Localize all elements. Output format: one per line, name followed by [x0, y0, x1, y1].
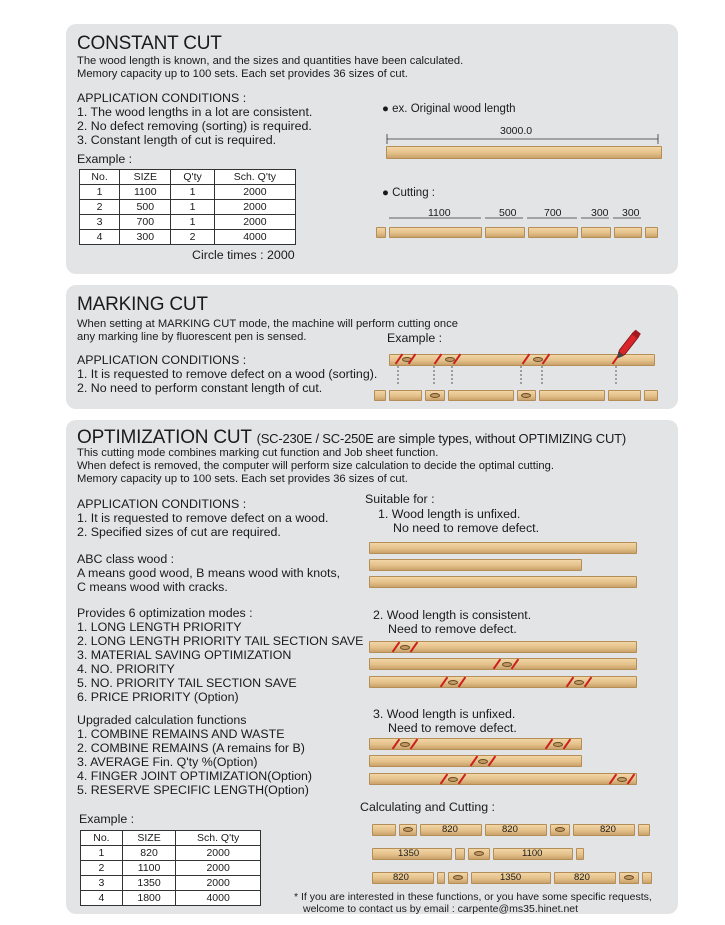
cutting-label: [382, 186, 435, 200]
cut-dimension-lines: [388, 212, 658, 224]
wood-piece: [372, 824, 396, 836]
wood-plank: [369, 576, 637, 588]
original-length-value: 3000.0: [500, 125, 533, 137]
condition-item: 3. Constant length of cut is required.: [77, 133, 277, 147]
piece-size-label: 820: [502, 824, 518, 835]
mode-item: 1. LONG LENGTH PRIORITY: [77, 620, 242, 634]
piece-size-label: 1350: [398, 848, 420, 859]
wood-piece: [644, 390, 658, 401]
table-cell: 2: [81, 861, 123, 876]
piece-size-label: 820: [600, 824, 616, 835]
mode-item: 4. NO. PRIORITY: [77, 662, 175, 676]
table-row: [80, 185, 296, 200]
wood-piece: [437, 872, 445, 884]
defect-knot-icon: [448, 777, 458, 782]
cut-size-label: 1100: [428, 207, 451, 219]
defect-knot-icon: [430, 393, 440, 398]
condition-item: 2. No defect removing (sorting) is required.: [77, 119, 312, 133]
mode-item: 6. PRICE PRIORITY (Option): [77, 690, 239, 704]
defect-knot-icon: [553, 742, 563, 747]
wood-piece: [539, 390, 605, 401]
defect-knot-icon: [521, 393, 531, 398]
wood-piece: [614, 227, 642, 238]
optimization-example-label: Example :: [79, 812, 135, 826]
abc-class-wood: [77, 552, 340, 594]
bullet-icon: ●: [382, 187, 393, 199]
table-cell: 4: [80, 230, 120, 245]
abc-title: ABC class wood :: [77, 552, 175, 566]
piece-size-label: 820: [393, 872, 409, 883]
abc-line: A means good wood, B means wood with knots,: [77, 566, 341, 580]
defect-knot-icon: [400, 645, 410, 650]
table-cell: 3: [81, 876, 123, 891]
table-row: [80, 230, 296, 245]
case-line: Need to remove defect.: [388, 721, 517, 735]
case-line: 3. Wood length is unfixed.: [373, 707, 516, 721]
constant-conditions: [77, 91, 312, 147]
wood-piece: [638, 824, 650, 836]
defect-knot-icon: [448, 680, 458, 685]
footer-line: * If you are interested in these functions, or you have some specific requests,: [294, 891, 652, 903]
cut-size-label: 700: [544, 207, 562, 219]
wood-piece: [448, 390, 514, 401]
optimization-title-text: OPTIMIZATION CUT: [77, 427, 252, 448]
defect-knot-icon: [533, 357, 543, 362]
calculating-cutting-title: Calculating and Cutting :: [360, 800, 496, 814]
original-wood-plank: [386, 146, 662, 159]
table-row: [81, 876, 261, 891]
marking-example-label: Example :: [387, 331, 443, 345]
desc-line: When defect is removed, the computer will perform size calculation to decide the optimal cutting.: [77, 460, 554, 472]
defect-knot-icon: [502, 662, 512, 667]
desc-line: When setting at MARKING CUT mode, the machine will perform cutting once: [77, 318, 458, 330]
table-cell: 1: [171, 200, 214, 215]
table-cell: 3: [80, 215, 120, 230]
upgraded-item: 1. COMBINE REMAINS AND WASTE: [77, 727, 285, 741]
column-header: No.: [80, 170, 120, 185]
suitable-for-title: Suitable for :: [365, 492, 435, 506]
table-cell: 1100: [120, 185, 171, 200]
table-cell: 2000: [214, 200, 295, 215]
footer-note: [294, 891, 652, 915]
modes-title: Provides 6 optimization modes :: [77, 606, 253, 620]
example-label: Example :: [77, 152, 133, 166]
table-cell: 700: [120, 215, 171, 230]
wood-piece: [389, 227, 482, 238]
cut-size-label: 300: [622, 207, 640, 219]
table-cell: 4000: [214, 230, 295, 245]
wood-piece: [455, 848, 465, 860]
wood-piece: [389, 390, 422, 401]
wood-piece: [645, 227, 658, 238]
cut-size-label: 500: [499, 207, 517, 219]
column-header: Q'ty: [171, 170, 214, 185]
suitable-case-1: [378, 507, 539, 535]
original-label-text: ex. Original wood length: [392, 103, 516, 115]
upgraded-item: 3. AVERAGE Fin. Q'ty %(Option): [77, 755, 258, 769]
wood-piece: [608, 390, 641, 401]
condition-item: 1. It is requested to remove defect on a wood.: [77, 511, 329, 525]
table-row: [80, 215, 296, 230]
table-cell: 4000: [176, 891, 261, 906]
table-row: [81, 846, 261, 861]
fluorescent-pen-icon: [612, 328, 648, 358]
defect-knot-icon: [555, 827, 565, 832]
upgraded-item: 5. RESERVE SPECIFIC LENGTH(Option): [77, 783, 309, 797]
table-cell: 2000: [214, 185, 295, 200]
optimization-modes: [77, 606, 363, 704]
constant-cut-table: [79, 169, 296, 245]
upgraded-functions: [77, 713, 312, 797]
defect-knot-icon: [453, 875, 463, 880]
mode-item: 3. MATERIAL SAVING OPTIMIZATION: [77, 648, 292, 662]
defect-knot-icon: [624, 875, 634, 880]
abc-line: C means wood with cracks.: [77, 580, 228, 594]
table-cell: 820: [122, 846, 175, 861]
table-cell: 2000: [176, 846, 261, 861]
condition-item: 1. The wood lengths in a lot are consistent.: [77, 105, 313, 119]
wood-plank: [369, 676, 637, 688]
footer-line: welcome to contact us by email : carpente@ms35.hinet.net: [303, 903, 579, 915]
suitable-case-3: [373, 707, 517, 735]
condition-item: 1. It is requested to remove defect on a wood (sorting).: [77, 367, 378, 381]
optimization-cut-description: [77, 447, 554, 486]
case-line: 1. Wood length is unfixed.: [378, 507, 521, 521]
cut-size-label: 300: [591, 207, 609, 219]
optimization-cut-title: [77, 427, 626, 449]
table-cell: 2: [171, 230, 214, 245]
defect-knot-icon: [478, 759, 488, 764]
case-line: 2. Wood length is consistent.: [373, 608, 532, 622]
optimization-conditions: [77, 497, 328, 539]
table-cell: 500: [120, 200, 171, 215]
table-cell: 4: [81, 891, 123, 906]
defect-knot-icon: [400, 742, 410, 747]
wood-piece: [485, 227, 525, 238]
marking-conditions: [77, 353, 377, 395]
wood-piece: [581, 227, 611, 238]
wood-piece: [374, 390, 386, 401]
condition-item: 2. Specified sizes of cut are required.: [77, 525, 281, 539]
table-cell: 2000: [214, 215, 295, 230]
desc-line: any marking line by fluorescent pen is sensed.: [77, 331, 307, 343]
marking-cut-title: MARKING CUT: [77, 294, 208, 315]
wood-piece: [528, 227, 578, 238]
marking-arrows: [390, 366, 660, 390]
table-cell: 2000: [176, 861, 261, 876]
upgraded-item: 2. COMBINE REMAINS (A remains for B): [77, 741, 305, 755]
table-cell: 2000: [176, 876, 261, 891]
table-row: [81, 891, 261, 906]
table-cell: 1800: [122, 891, 175, 906]
cutting-label-text: Cutting :: [392, 187, 435, 199]
original-wood-label: [382, 102, 516, 116]
constant-cut-description: [77, 55, 463, 81]
table-row: [81, 861, 261, 876]
case-line: Need to remove defect.: [388, 622, 517, 636]
suitable-case-2: [373, 608, 531, 636]
wood-piece: [376, 227, 386, 238]
table-cell: 1: [81, 846, 123, 861]
desc-line: Memory capacity up to 100 sets. Each set provides 36 sizes of cut.: [77, 68, 408, 80]
piece-size-label: 1350: [500, 872, 522, 883]
table-cell: 1: [171, 215, 214, 230]
optimization-table: [80, 830, 261, 906]
conditions-title: APPLICATION CONDITIONS :: [77, 353, 247, 367]
wood-plank: [369, 773, 637, 785]
table-header-row: [80, 170, 296, 185]
table-cell: 1350: [122, 876, 175, 891]
condition-item: 2. No need to perform constant length of cut.: [77, 381, 323, 395]
desc-line: This cutting mode combines marking cut function and Job sheet function.: [77, 447, 439, 459]
column-header: Sch. Q'ty: [176, 831, 261, 846]
column-header: No.: [81, 831, 123, 846]
optimization-title-note: (SC-230E / SC-250E are simple types, without OPTIMIZING CUT): [256, 431, 627, 446]
mode-item: 5. NO. PRIORITY TAIL SECTION SAVE: [77, 676, 297, 690]
piece-size-label: 1100: [522, 848, 543, 859]
wood-plank: [369, 542, 637, 554]
piece-size-label: 820: [574, 872, 590, 883]
desc-line: Memory capacity up to 100 sets. Each set provides 36 sizes of cut.: [77, 473, 408, 485]
wood-piece: [576, 848, 584, 860]
desc-line: The wood length is known, and the sizes and quantities have been calculated.: [77, 55, 464, 67]
defect-knot-icon: [617, 777, 627, 782]
table-cell: 1100: [122, 861, 175, 876]
upgraded-title: Upgraded calculation functions: [77, 713, 247, 727]
column-header: SIZE: [122, 831, 175, 846]
dimension-line: [385, 134, 660, 144]
conditions-title: APPLICATION CONDITIONS :: [77, 91, 247, 105]
wood-piece: [642, 872, 652, 884]
table-cell: 2: [80, 200, 120, 215]
table-cell: 300: [120, 230, 171, 245]
table-cell: 1: [171, 185, 214, 200]
piece-size-label: 820: [442, 824, 458, 835]
conditions-title: APPLICATION CONDITIONS :: [77, 497, 247, 511]
circle-times: Circle times : 2000: [192, 248, 295, 262]
column-header: SIZE: [120, 170, 171, 185]
table-row: [80, 200, 296, 215]
wood-plank: [369, 559, 582, 571]
column-header: Sch. Q'ty: [214, 170, 295, 185]
mode-item: 2. LONG LENGTH PRIORITY TAIL SECTION SAVE: [77, 634, 364, 648]
table-header-row: [81, 831, 261, 846]
table-cell: 1: [80, 185, 120, 200]
bullet-icon: ●: [382, 103, 393, 115]
defect-knot-icon: [403, 827, 413, 832]
constant-cut-title: CONSTANT CUT: [77, 33, 222, 54]
defect-knot-icon: [574, 680, 584, 685]
defect-knot-icon: [474, 851, 484, 856]
upgraded-item: 4. FINGER JOINT OPTIMIZATION(Option): [77, 769, 312, 783]
case-line: No need to remove defect.: [393, 521, 540, 535]
